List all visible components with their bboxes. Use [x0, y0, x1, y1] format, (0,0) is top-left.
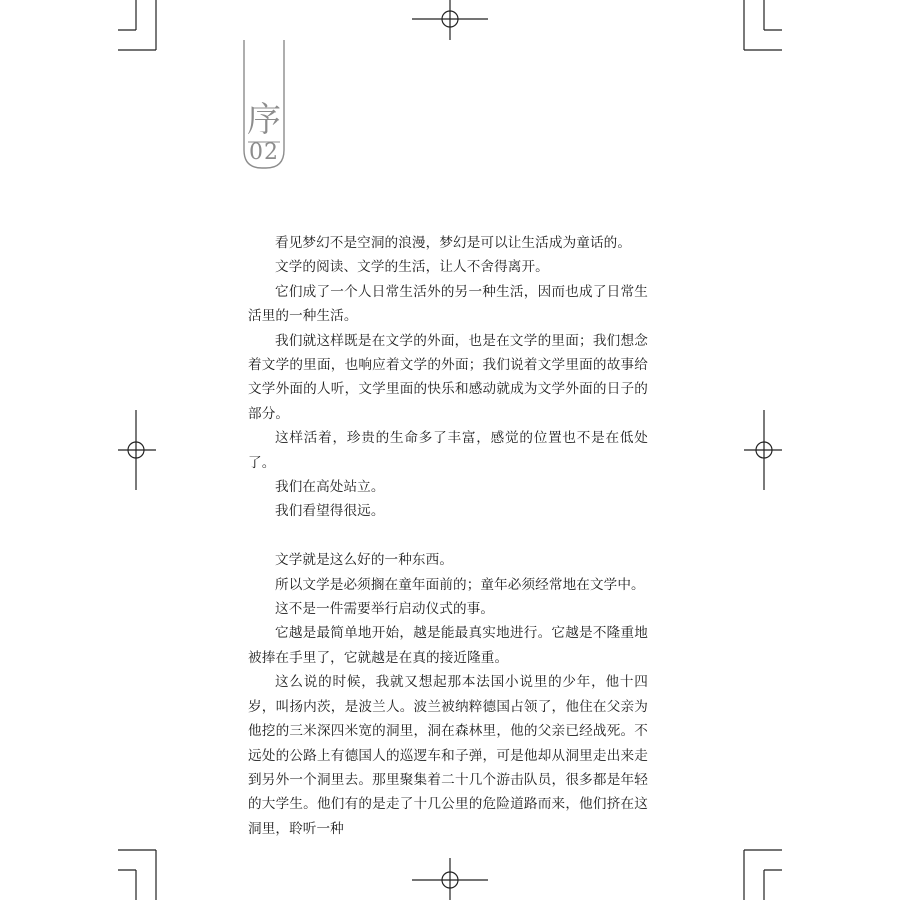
paragraph: 我们看望得很远。	[275, 503, 385, 520]
crop-mark-top-right	[744, 0, 782, 50]
registration-mark-bottom	[412, 858, 488, 900]
paragraph: 这么说的时候，我就又想起那本法国小说里的少年，他十四岁，叫扬内茨，是波兰人。波兰被纳粹德国占领了，他住在父亲为他挖的三米深四米宽的洞里，洞在森林里，他的父亲已经战死。不远处的公路上有德国人的巡逻车和子弹，可是他却从洞里走出来走到另外一个洞里去。那里聚集着二十几个游击队员，很多都是年轻的大学生。他们有的是走了十几公里的危险道路而来，他们挤在这洞里，聆听一种	[248, 674, 648, 837]
paragraph: 所以文学是必须搁在童年面前的；童年必须经常地在文学中。	[275, 576, 645, 593]
paragraph: 文学的阅读、文学的生活，让人不舍得离开。	[275, 259, 549, 276]
crop-mark-bottom-left	[118, 850, 156, 900]
paragraph: 它们成了一个人日常生活外的另一种生活，因而也成了日常生活里的一种生活。	[248, 283, 648, 325]
paragraph: 它越是最简单地开始，越是能最真实地进行。它越是不隆重地被捧在手里了，它就越是在真的接近隆重。	[248, 625, 648, 666]
body-text	[248, 231, 648, 841]
crop-mark-bottom-right	[744, 850, 782, 900]
registration-mark-top	[412, 0, 488, 40]
chapter-tab	[243, 100, 285, 166]
paragraph: 看见梦幻不是空洞的浪漫，梦幻是可以让生活成为童话的。	[275, 235, 632, 251]
paragraph: 我们就这样既是在文学的外面，也是在文学的里面；我们想念着文学的里面，也响应着文学的外面；我们说着文学里面的故事给文学外面的人听，文学里面的快乐和感动就成为文学外面的日子的部分。	[248, 332, 648, 422]
paragraph: 这样活着，珍贵的生命多了丰富，感觉的位置也不是在低处了。	[248, 430, 648, 471]
registration-mark-left	[118, 410, 156, 490]
crop-mark-top-left	[118, 0, 156, 50]
chapter-title: 序	[247, 100, 281, 140]
paragraph: 这不是一件需要举行启动仪式的事。	[275, 601, 495, 618]
page-number: 02	[249, 140, 279, 165]
paragraph: 我们在高处站立。	[275, 479, 385, 496]
section-break	[248, 524, 648, 548]
paragraph: 文学就是这么好的一种东西。	[275, 552, 454, 569]
registration-mark-right	[744, 410, 782, 490]
